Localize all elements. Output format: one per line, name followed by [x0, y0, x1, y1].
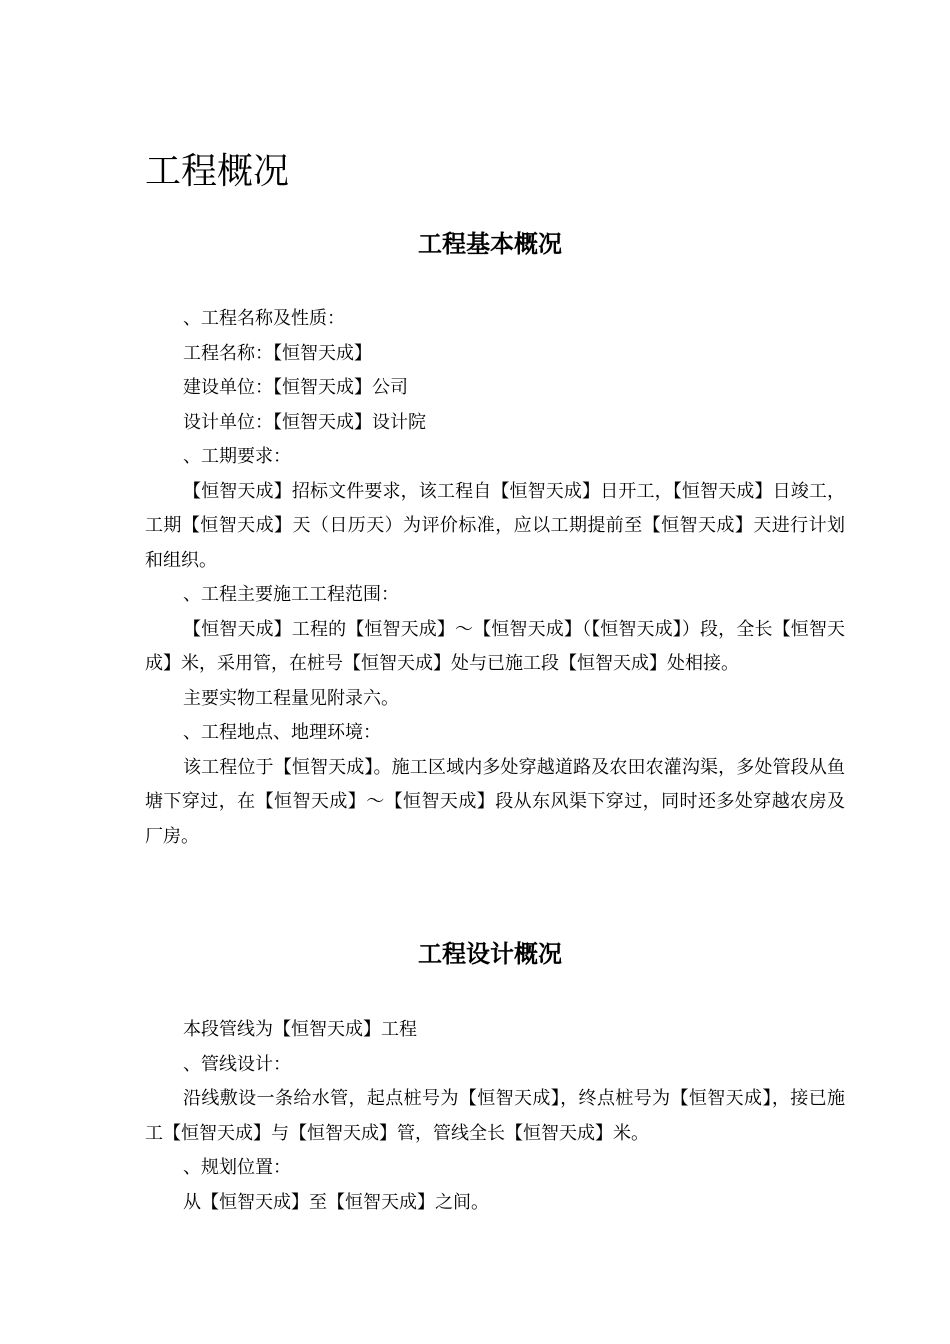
paragraph: 工程名称：【恒智天成】: [183, 342, 372, 364]
paragraph: 、工程名称及性质：: [183, 308, 345, 329]
paragraph: 本段管线为【恒智天成】工程: [183, 1019, 417, 1040]
paragraph: 沿线敷设一条给水管，起点桩号为【恒智天成】，终点桩号为【恒智天成】，接已施工【恒智天成】与【恒智天成】管，管线全长【恒智天成】米。: [145, 1088, 845, 1144]
paragraph: 、规划位置：: [183, 1157, 291, 1178]
paragraph: 建设单位：【恒智天成】公司: [183, 377, 408, 398]
paragraph: 设计单位：【恒智天成】设计院: [183, 411, 426, 433]
paragraph: 、工程主要施工工程范围：: [183, 584, 399, 605]
paragraph: 【恒智天成】工程的【恒智天成】～【恒智天成】（【恒智天成】）段，全长【恒智天成】米，采用管，在桩号【恒智天成】处与已施工段【恒智天成】处相接。: [145, 618, 845, 674]
section-design-overview-body: [145, 1013, 845, 1220]
paragraph: 、管线设计：: [183, 1053, 291, 1075]
paragraph: 【恒智天成】招标文件要求，该工程自【恒智天成】日开工，【恒智天成】日竣工，工期【恒智天成】天（日历天）为评价标准，应以工期提前至【恒智天成】天进行计划和组织。: [145, 480, 845, 571]
paragraph: 主要实物工程量见附录六。: [183, 687, 399, 709]
section-basic-overview-body: [145, 302, 845, 854]
paragraph: 、工程地点、地理环境：: [183, 722, 381, 743]
document-title: 工程概况: [145, 151, 290, 192]
paragraph: 、工期要求：: [183, 446, 291, 467]
section-heading-basic-overview: 工程基本概况: [418, 230, 562, 258]
paragraph: 该工程位于【恒智天成】。施工区域内多处穿越道路及农田农灌沟渠，多处管段从鱼塘下穿过，在【恒智天成】～【恒智天成】段从东风渠下穿过，同时还多处穿越农房及厂房。: [145, 756, 845, 847]
section-heading-design-overview: 工程设计概况: [418, 940, 562, 968]
paragraph: 从【恒智天成】至【恒智天成】之间。: [183, 1191, 489, 1213]
